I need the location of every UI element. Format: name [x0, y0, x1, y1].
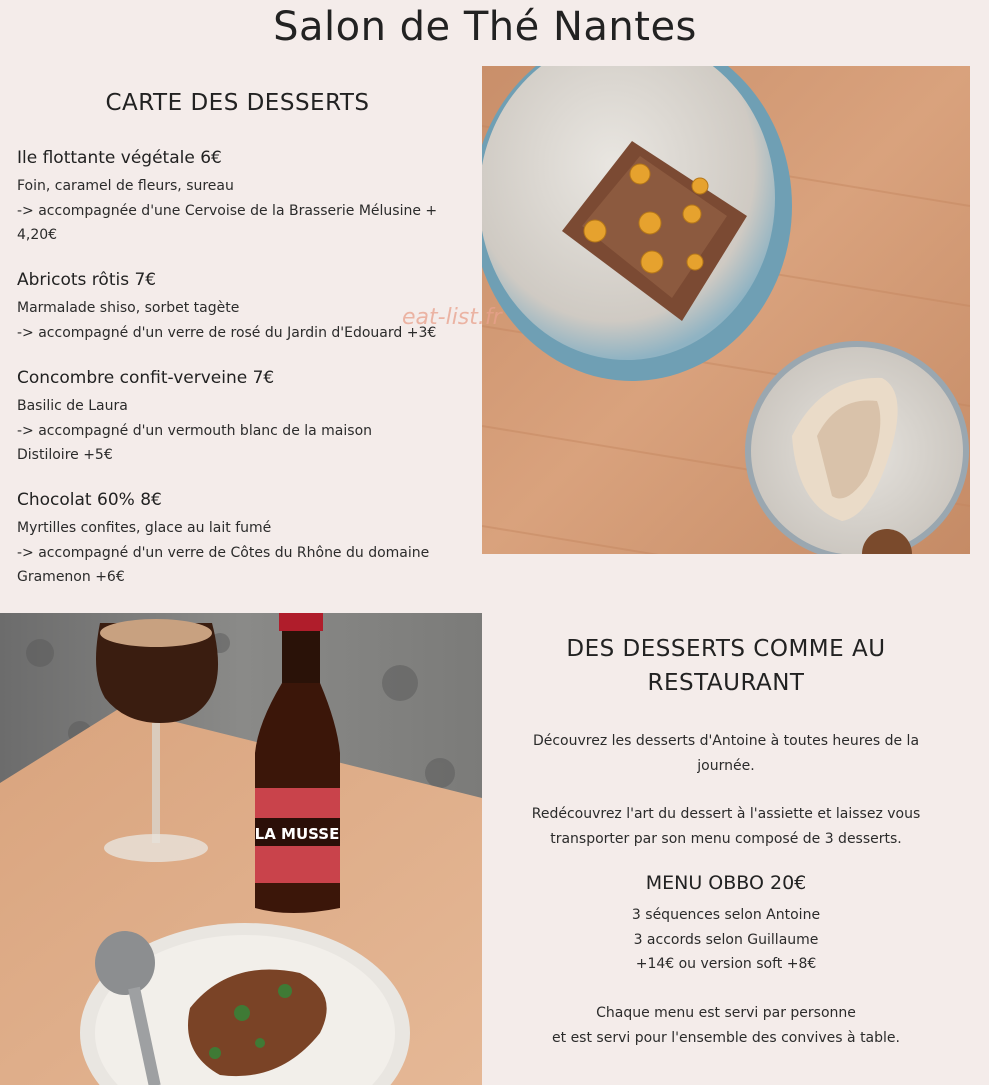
item-desc: Marmalade shiso, sorbet tagète — [17, 300, 240, 316]
item-pairing: -> accompagnée d'une Cervoise de la Brasserie Mélusine + — [17, 202, 438, 219]
item-desc: Myrtilles confites, glace au lait fumé — [17, 520, 272, 536]
item-name: Ile flottante végétale 6€ — [17, 148, 222, 168]
item-pairing: -> accompagné d'un verre de Côtes du Rhône du domaine — [17, 544, 430, 561]
item-pairing-price: 4,20€ — [17, 227, 58, 243]
item-desc: Basilic de Laura — [17, 398, 128, 414]
menu-heading: MENU OBBO 20€ — [645, 872, 807, 894]
menu-item-abricots — [17, 270, 462, 345]
footer-line1: Chaque menu est servi par personne — [596, 1005, 856, 1021]
menu-line1: 3 séquences selon Antoine — [631, 907, 821, 923]
item-pairing-price: Distiloire +5€ — [17, 447, 113, 463]
bottle-label: LA MUSSE — [254, 825, 340, 843]
watermark: eat-list.fr — [402, 305, 502, 330]
restaurant-heading — [482, 632, 970, 700]
page-title: Salon de Thé Nantes — [273, 4, 697, 50]
menu-item-concombre — [17, 368, 462, 468]
item-name: Concombre confit-verveine 7€ — [17, 368, 275, 388]
description-line1: Redécouvrez l'art du dessert à l'assiette et laissez vous — [531, 806, 921, 822]
description-line2: transporter par son menu composé de 3 desserts. — [550, 830, 902, 847]
item-pairing-price: Gramenon +6€ — [17, 569, 125, 585]
item-name: Abricots rôtis 7€ — [17, 270, 157, 290]
menu-details — [482, 903, 970, 977]
dessert-photo — [482, 66, 970, 554]
menu-item-chocolat — [17, 490, 462, 590]
menu-item-ile-flottante — [17, 148, 462, 248]
beer-dessert-photo — [0, 613, 482, 1085]
menu-line3: +14€ ou version soft +8€ — [635, 956, 817, 972]
intro-line1: Découvrez les desserts d'Antoine à toutes heures de la — [532, 733, 920, 749]
carte-heading: CARTE DES DESSERTS — [105, 90, 370, 116]
item-name: Chocolat 60% 8€ — [17, 490, 162, 510]
intro-paragraph — [482, 729, 970, 778]
item-pairing: -> accompagné d'un verre de rosé du Jardin d'Edouard +3€ — [17, 324, 437, 341]
intro-line2: journée. — [697, 757, 755, 774]
footer-line2: et est servi pour l'ensemble des convives à table. — [552, 1029, 900, 1046]
restaurant-heading-line2: RESTAURANT — [647, 670, 805, 696]
item-pairing: -> accompagné d'un vermouth blanc de la maison — [17, 422, 373, 439]
description-paragraph — [482, 802, 970, 851]
menu-line2: 3 accords selon Guillaume — [633, 931, 819, 948]
restaurant-heading-line1: DES DESSERTS COMME AU — [566, 636, 886, 662]
footer-note — [482, 1001, 970, 1050]
item-desc: Foin, caramel de fleurs, sureau — [17, 178, 234, 194]
